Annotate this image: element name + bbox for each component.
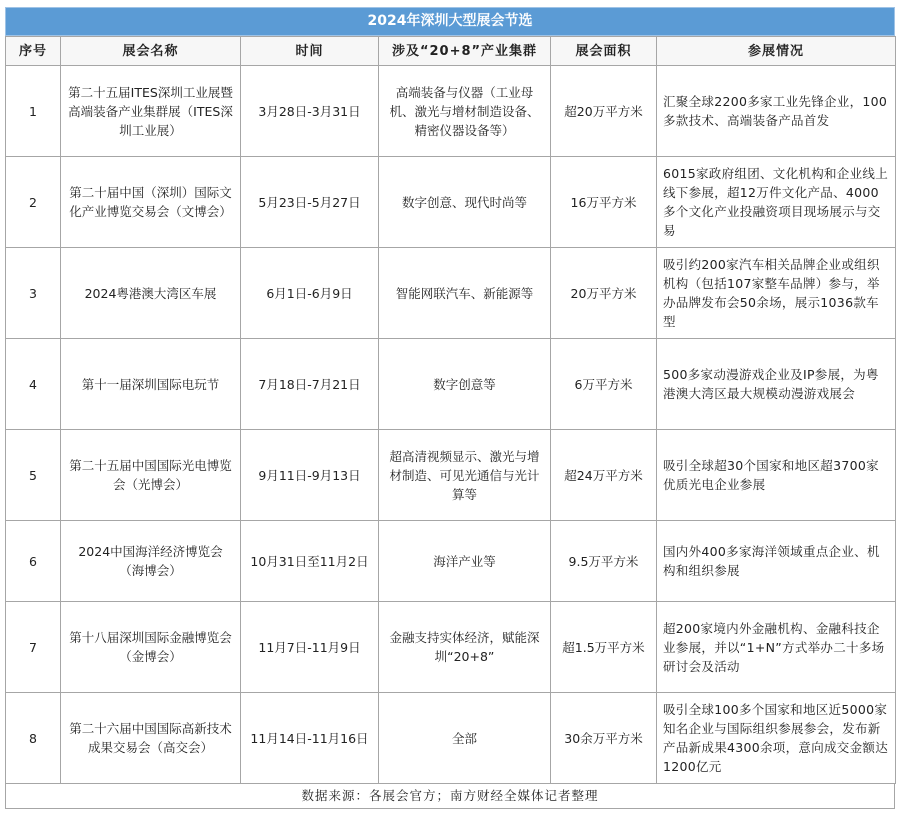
header-detail: 参展情况 [657,37,896,66]
cell-no: 2 [6,157,61,248]
cell-area: 超24万平方米 [551,430,657,521]
cell-cluster: 全部 [379,693,551,784]
cell-detail: 国内外400多家海洋领域重点企业、机构和组织参展 [657,521,896,602]
cell-no: 1 [6,66,61,157]
cell-area: 超20万平方米 [551,66,657,157]
cell-time: 3月28日-3月31日 [241,66,379,157]
cell-area: 20万平方米 [551,248,657,339]
cell-name: 第二十六届中国国际高新技术成果交易会（高交会） [61,693,241,784]
cell-detail: 吸引全球100多个国家和地区近5000家知名企业与国际组织参展参会，发布新产品新成果4300余项，意向成交金额达1200亿元 [657,693,896,784]
cell-detail: 6015家政府组团、文化机构和企业线上线下参展，超12万件文化产品、4000多个文化产业投融资项目现场展示与交易 [657,157,896,248]
table-row [6,521,896,602]
cell-name: 第二十五届中国国际光电博览会（光博会） [61,430,241,521]
cell-area: 9.5万平方米 [551,521,657,602]
cell-no: 7 [6,602,61,693]
table-title: 2024年深圳大型展会节选 [5,7,895,36]
cell-time: 11月7日-11月9日 [241,602,379,693]
header-no: 序号 [6,37,61,66]
cell-detail: 500多家动漫游戏企业及IP参展，为粤港澳大湾区最大规模动漫游戏展会 [657,339,896,430]
table-row [6,339,896,430]
table-header-row [6,37,896,66]
cell-detail: 吸引约200家汽车相关品牌企业或组织机构（包括107家整车品牌）参与，举办品牌发布会50余场，展示1036款车型 [657,248,896,339]
cell-no: 4 [6,339,61,430]
table-row [6,602,896,693]
cell-time: 5月23日-5月27日 [241,157,379,248]
cell-area: 超1.5万平方米 [551,602,657,693]
cell-time: 11月14日-11月16日 [241,693,379,784]
data-source-note: 数据来源：各展会官方；南方财经全媒体记者整理 [5,784,895,809]
table-row [6,248,896,339]
exhibition-table [5,36,896,784]
table-row [6,693,896,784]
cell-no: 5 [6,430,61,521]
cell-no: 8 [6,693,61,784]
header-area: 展会面积 [551,37,657,66]
table-row [6,430,896,521]
exhibition-table-container [5,7,895,809]
cell-detail: 汇聚全球2200多家工业先锋企业，100多款技术、高端装备产品首发 [657,66,896,157]
cell-name: 第十八届深圳国际金融博览会（金博会） [61,602,241,693]
cell-name: 第二十五届ITES深圳工业展暨高端装备产业集群展（ITES深圳工业展） [61,66,241,157]
header-name: 展会名称 [61,37,241,66]
cell-cluster: 数字创意、现代时尚等 [379,157,551,248]
cell-area: 16万平方米 [551,157,657,248]
table-row [6,66,896,157]
cell-cluster: 金融支持实体经济，赋能深圳“20+8” [379,602,551,693]
cell-time: 10月31日至11月2日 [241,521,379,602]
cell-area: 6万平方米 [551,339,657,430]
cell-time: 7月18日-7月21日 [241,339,379,430]
cell-name: 2024粤港澳大湾区车展 [61,248,241,339]
header-time: 时间 [241,37,379,66]
cell-cluster: 数字创意等 [379,339,551,430]
cell-detail: 超200家境内外金融机构、金融科技企业参展，并以“1+N”方式举办二十多场研讨会及活动 [657,602,896,693]
cell-cluster: 超高清视频显示、激光与增材制造、可见光通信与光计算等 [379,430,551,521]
cell-name: 第十一届深圳国际电玩节 [61,339,241,430]
cell-no: 3 [6,248,61,339]
cell-name: 第二十届中国（深圳）国际文化产业博览交易会（文博会） [61,157,241,248]
cell-name: 2024中国海洋经济博览会（海博会） [61,521,241,602]
cell-no: 6 [6,521,61,602]
cell-time: 6月1日-6月9日 [241,248,379,339]
cell-area: 30余万平方米 [551,693,657,784]
cell-detail: 吸引全球超30个国家和地区超3700家优质光电企业参展 [657,430,896,521]
cell-cluster: 高端装备与仪器（工业母机、激光与增材制造设备、精密仪器设备等） [379,66,551,157]
cell-cluster: 海洋产业等 [379,521,551,602]
table-row [6,157,896,248]
cell-time: 9月11日-9月13日 [241,430,379,521]
header-cluster: 涉及“20+8”产业集群 [379,37,551,66]
cell-cluster: 智能网联汽车、新能源等 [379,248,551,339]
